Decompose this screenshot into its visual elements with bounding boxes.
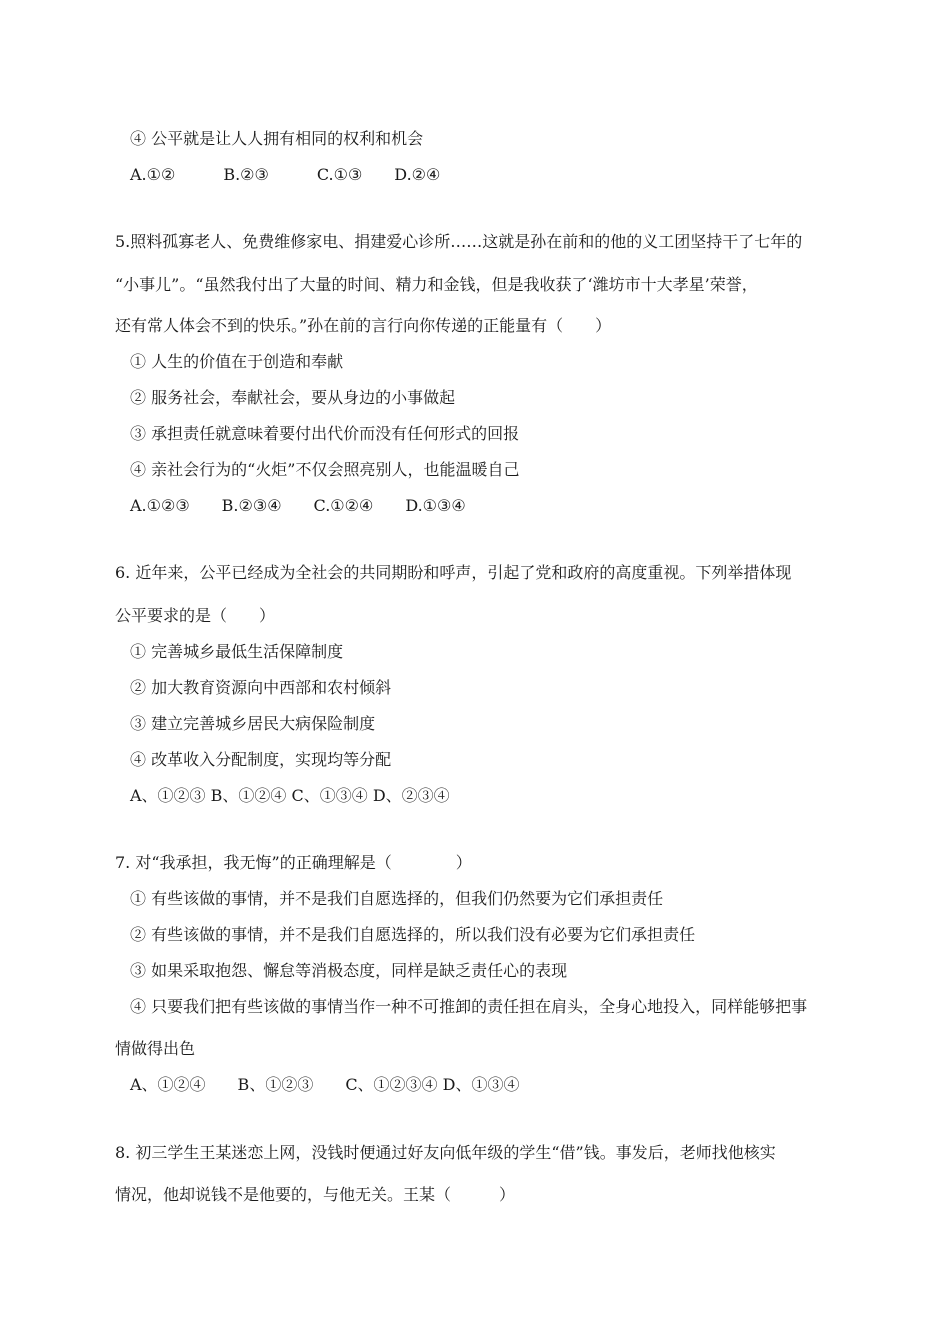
q7-stem-line-1: 7. 对“我承担，我无悔”的正确理解是（ ）: [115, 853, 472, 872]
q5-option-3: ③ 承担责任就意味着要付出代价而没有任何形式的回报: [130, 424, 520, 443]
q6-option-2: ② 加大教育资源向中西部和农村倾斜: [130, 678, 392, 697]
q6-stem-line-1: 6. 近年来，公平已经成为全社会的共同期盼和呼声，引起了党和政府的高度重视。下列举措体现: [115, 563, 792, 582]
q6-option-3: ③ 建立完善城乡居民大病保险制度: [130, 714, 376, 733]
q4-choices: A.①② B.②③ C.①③ D.②④: [130, 165, 441, 184]
q6-option-1: ① 完善城乡最低生活保障制度: [130, 642, 344, 661]
q4-option-4: ④ 公平就是让人人拥有相同的权利和机会: [130, 129, 424, 148]
q5-stem-line-3: 还有常人体会不到的快乐。”孙在前的言行向你传递的正能量有（ ）: [115, 316, 612, 335]
q8-stem-line-1: 8. 初三学生王某迷恋上网，没钱时便通过好友向低年级的学生“借”钱。事发后，老师找他核实: [115, 1143, 776, 1162]
q5-option-4: ④ 亲社会行为的“火炬”不仅会照亮别人，也能温暖自己: [130, 460, 520, 479]
q7-option-2: ② 有些该做的事情，并不是我们自愿选择的，所以我们没有必要为它们承担责任: [130, 925, 696, 944]
q7-option-3: ③ 如果采取抱怨、懈怠等消极态度，同样是缺乏责任心的表现: [130, 961, 568, 980]
q8-stem-line-2: 情况，他却说钱不是他要的，与他无关。王某（ ）: [115, 1185, 516, 1204]
q6-option-4: ④ 改革收入分配制度，实现均等分配: [130, 750, 392, 769]
q5-option-2: ② 服务社会，奉献社会，要从身边的小事做起: [130, 388, 456, 407]
q7-option-1: ① 有些该做的事情，并不是我们自愿选择的，但我们仍然要为它们承担责任: [130, 889, 664, 908]
q7-option-4: ④ 只要我们把有些该做的事情当作一种不可推卸的责任担在肩头，全身心地投入，同样能够把事: [130, 997, 808, 1016]
q5-stem-line-2: “小事儿”。“虽然我付出了大量的时间、精力和金钱，但是我收获了‘潍坊市十大孝星’荣誉，: [115, 275, 758, 294]
q7-choices: A、①②④ B、①②③ C、①②③④ D、①③④: [130, 1075, 520, 1094]
q5-stem-line-1: 5.照料孤寡老人、免费维修家电、捐建爱心诊所……这就是孙在前和的他的义工团坚持干了七年的: [115, 232, 803, 251]
q5-choices: A.①②③ B.②③④ C.①②④ D.①③④: [130, 496, 466, 515]
q5-option-1: ① 人生的价值在于创造和奉献: [130, 352, 344, 371]
q6-choices: A、①②③ B、①②④ C、①③④ D、②③④: [130, 786, 450, 805]
q6-stem-line-2: 公平要求的是（ ）: [115, 606, 276, 625]
q7-option-4-continued: 情做得出色: [115, 1039, 196, 1058]
